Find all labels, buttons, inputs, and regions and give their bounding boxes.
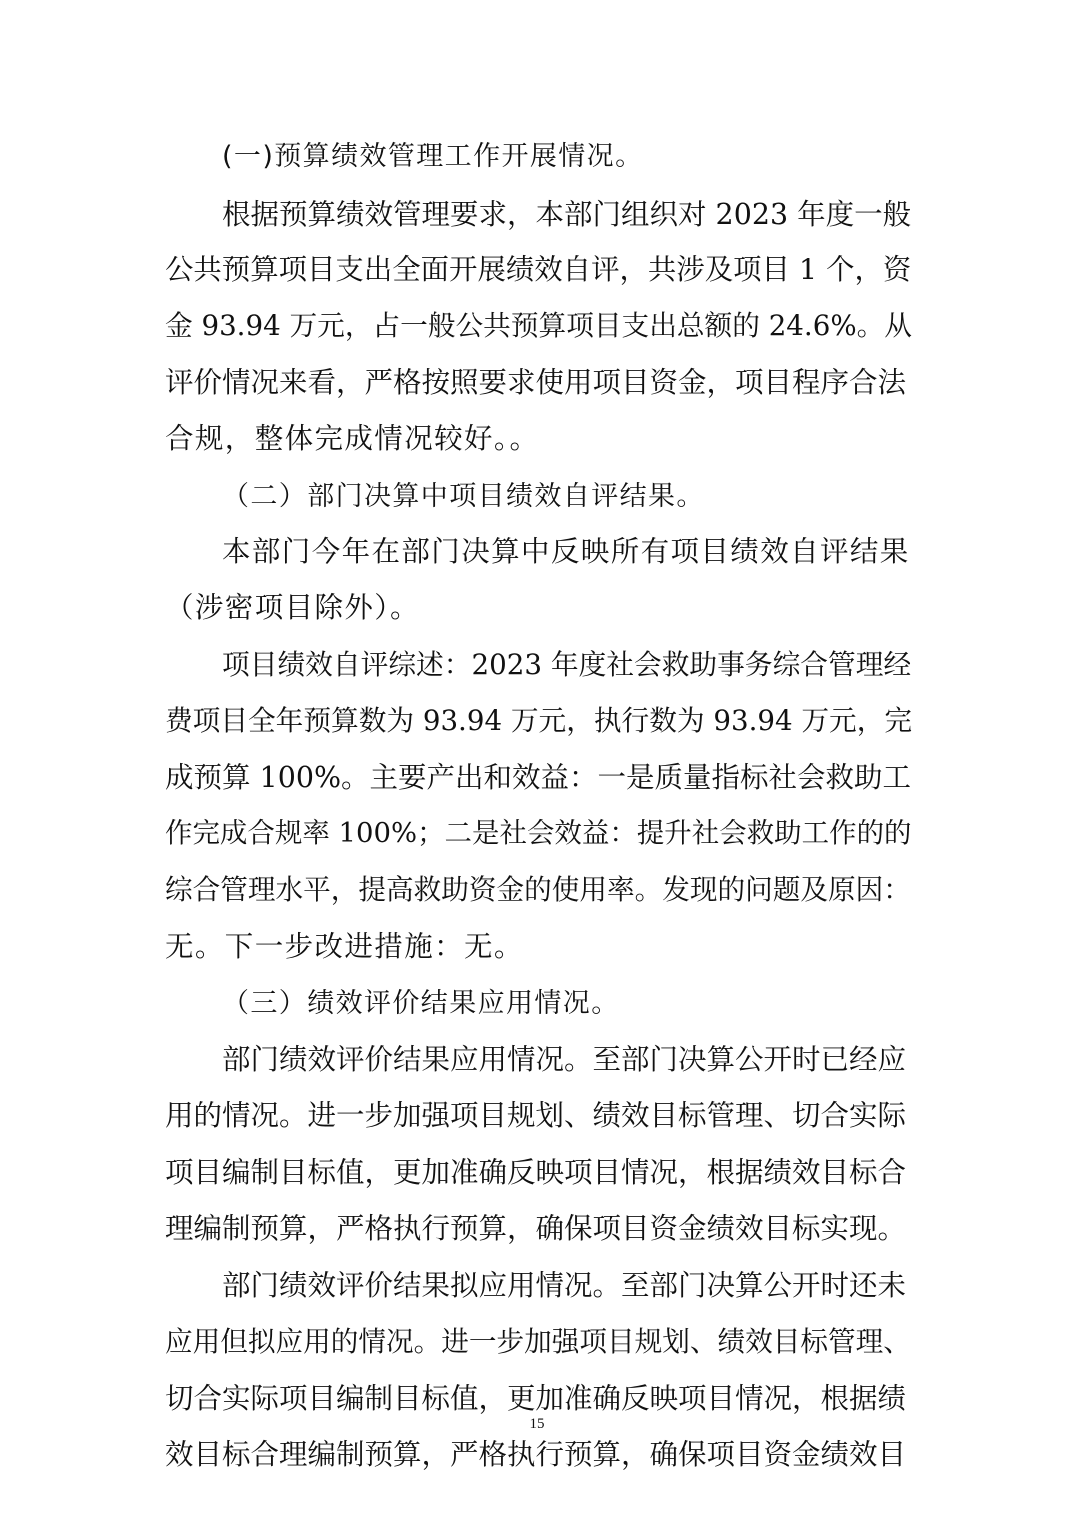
paragraph-line: 评价情况来看，严格按照要求使用项目资金，项目程序合法 xyxy=(165,366,907,399)
paragraph-line: 用的情况。进一步加强项目规划、绩效目标管理、切合实际 xyxy=(165,1099,907,1132)
paragraph-line: 作完成合规率 100%；二是社会效益：提升社会救助工作的的 xyxy=(165,818,912,849)
paragraph-line: 部门绩效评价结果拟应用情况。至部门决算公开时还未 xyxy=(222,1269,907,1302)
paragraph-line: 费项目全年预算数为 93.94 万元，执行数为 93.94 万元，完 xyxy=(165,704,913,737)
section-heading-3: （三）绩效评价结果应用情况。 xyxy=(222,988,620,1019)
paragraph-line: 成预算 100%。主要产出和效益：一是质量指标社会救助工 xyxy=(165,761,912,794)
paragraph-line: 效目标合理编制预算，严格执行预算，确保项目资金绩效目 xyxy=(165,1438,907,1471)
section-heading-2: （二）部门决算中项目绩效自评结果。 xyxy=(222,481,705,512)
section-heading-1: (一)预算绩效管理工作开展情况。 xyxy=(222,141,644,172)
paragraph-line: 项目编制目标值，更加准确反映项目情况，根据绩效目标合 xyxy=(165,1156,907,1189)
paragraph-line: 应用但拟应用的情况。进一步加强项目规划、绩效目标管理、 xyxy=(165,1325,911,1358)
paragraph-line: （涉密项目除外）。 xyxy=(165,591,420,624)
paragraph-line: 金 93.94 万元，占一般公共预算项目支出总额的 24.6%。从 xyxy=(165,309,912,342)
paragraph-line: 根据预算绩效管理要求，本部门组织对 2023 年度一般 xyxy=(222,198,912,231)
paragraph-line: 切合实际项目编制目标值，更加准确反映项目情况，根据绩 xyxy=(165,1382,907,1415)
paragraph-line: 部门绩效评价结果应用情况。至部门决算公开时已经应 xyxy=(222,1043,907,1076)
page-number: 15 xyxy=(529,1416,545,1432)
paragraph-line: 理编制预算，严格执行预算，确保项目资金绩效目标实现。 xyxy=(165,1212,907,1245)
paragraph-line: 项目绩效自评综述：2023 年度社会救助事务综合管理经 xyxy=(222,648,912,681)
paragraph-line: 公共预算项目支出全面开展绩效自评，共涉及项目 1 个，资 xyxy=(165,253,912,286)
paragraph-line: 综合管理水平，提高救助资金的使用率。发现的问题及原因： xyxy=(165,873,911,906)
paragraph-line: 本部门今年在部门决算中反映所有项目绩效自评结果 xyxy=(222,535,910,568)
paragraph-line: 无。下一步改进措施：无。 xyxy=(165,930,524,963)
paragraph-line: 合规，整体完成情况较好。。 xyxy=(165,422,540,455)
